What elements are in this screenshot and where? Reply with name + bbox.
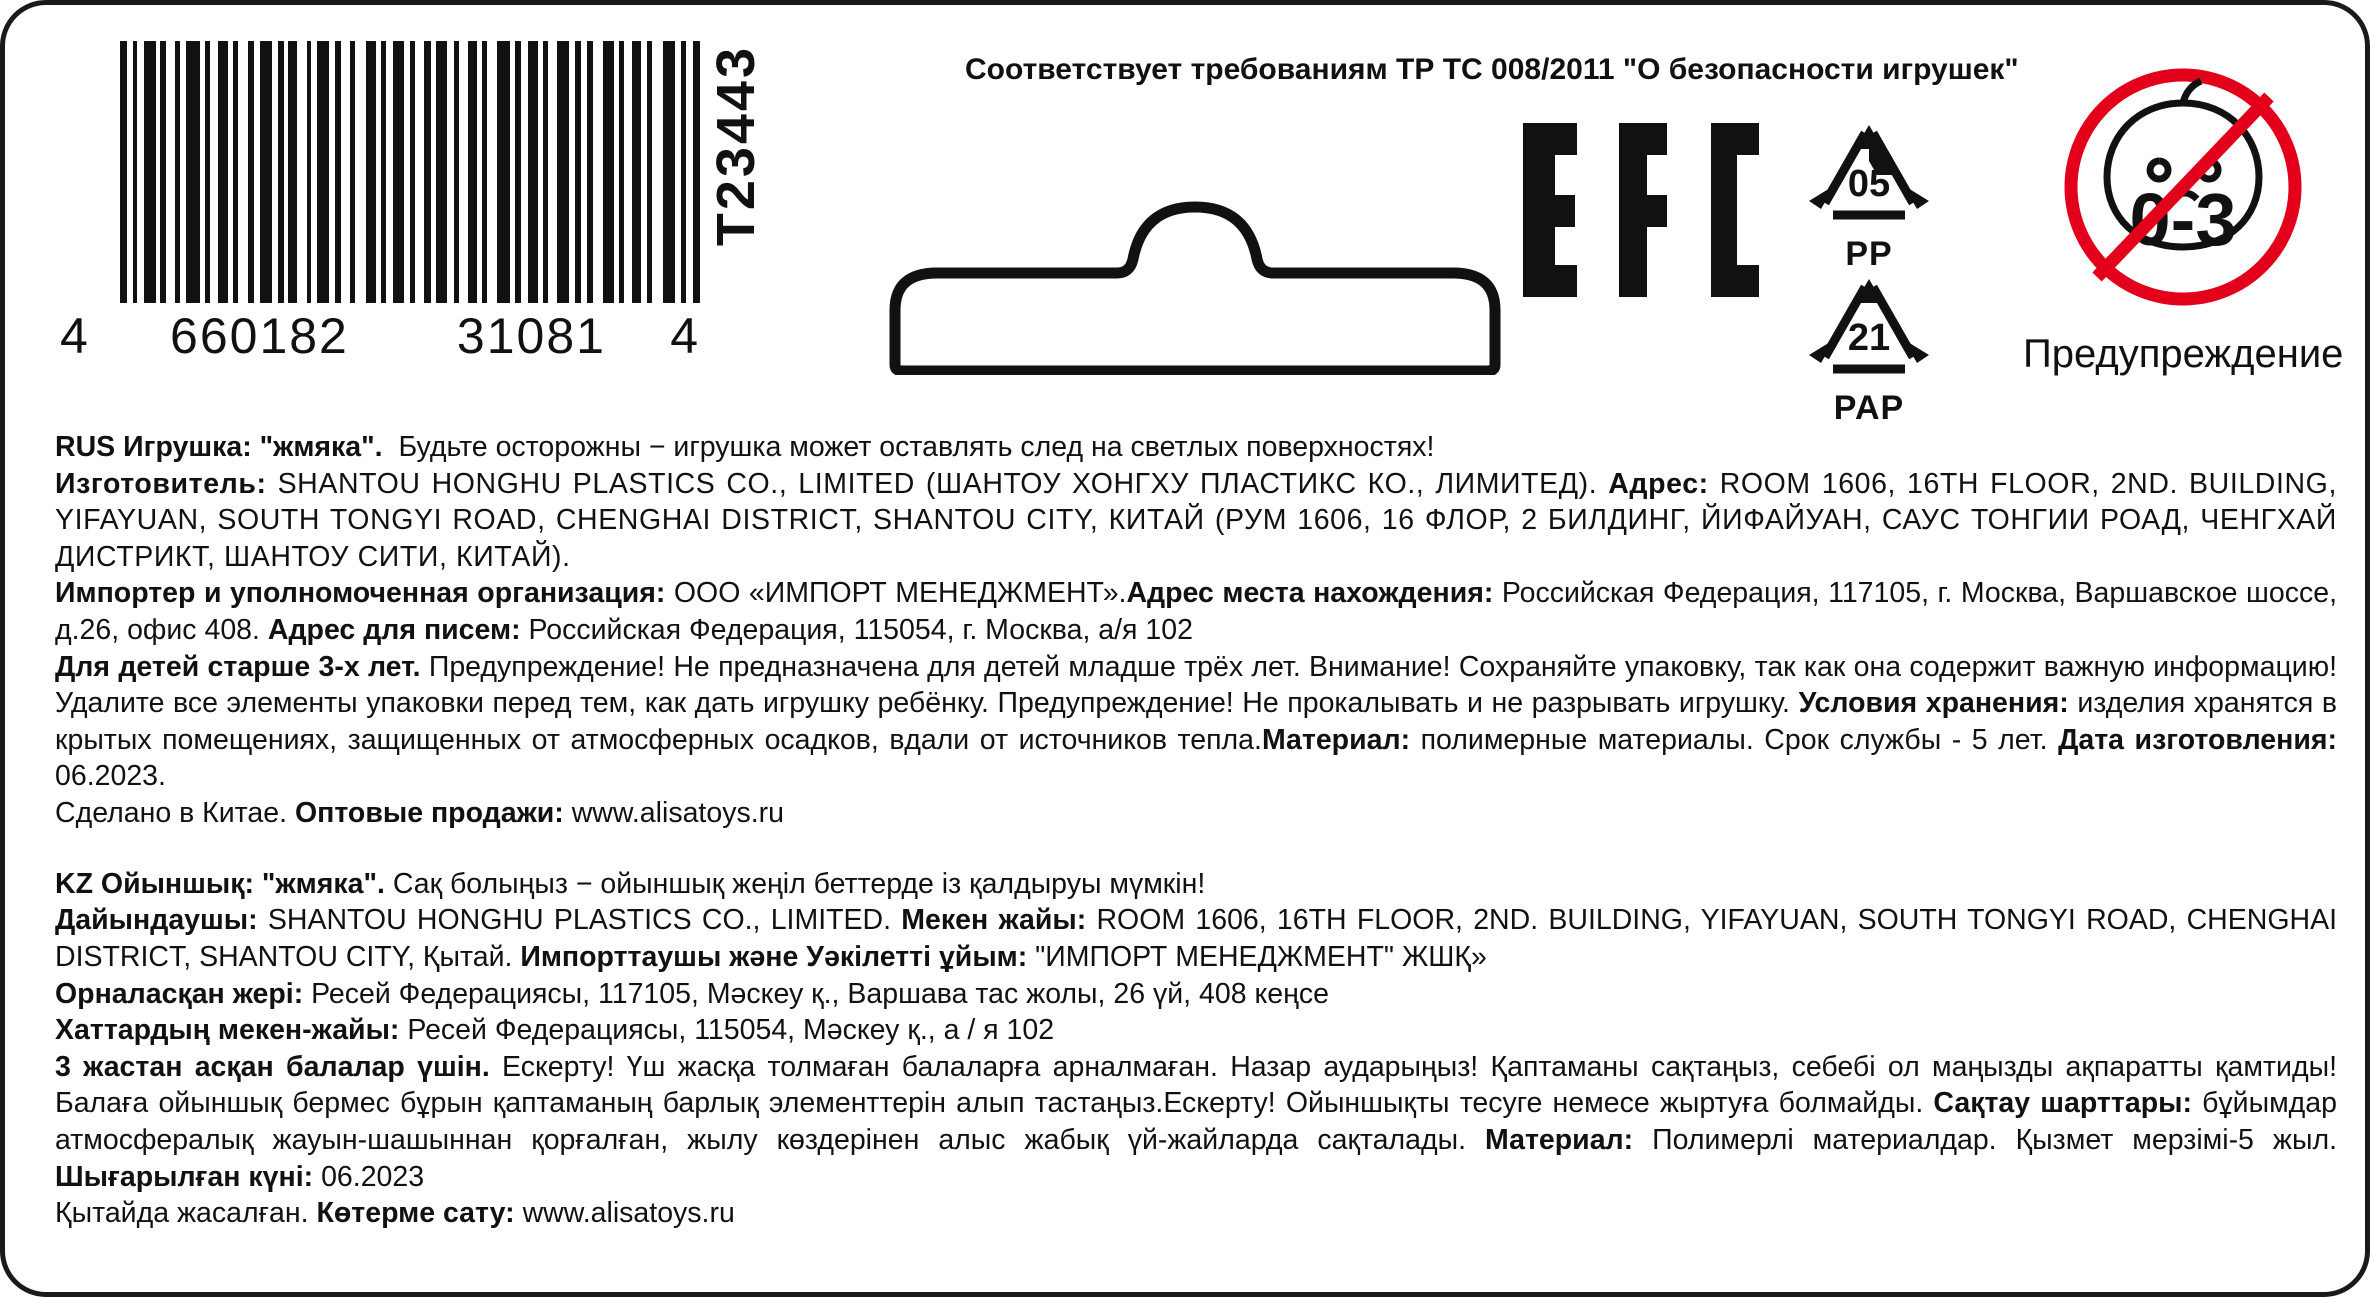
rus-wholesale-value: www.alisatoys.ru	[571, 797, 784, 830]
kz-mail	[55, 1012, 2337, 1049]
hanger-hole-icon	[885, 195, 1505, 380]
rus-address-value: ROOM 1606, 16TH FLOOR, 2ND. BUILDING, YIFAYUAN, SOUTH TONGYI ROAD, CHENGHAI DISTRICT, SHANTOU CITY, КИТАЙ (РУМ 1606, 16 ФЛОР, 2 БИЛДИНГ, ЙИФАЙУАН, САУС ТОНГИИ РОАД, ЧЕНГХАЙ ДИСТРИКТ, ШАНТОУ СИТИ, КИТАЙ).	[55, 467, 2337, 573]
kz-age-label: 3 жастан асқан балалар үшін.	[55, 1050, 490, 1083]
language-separator	[55, 832, 2337, 866]
age-restriction-icon	[2023, 65, 2343, 325]
kz-location-label: Орналасқан жері:	[55, 977, 304, 1010]
kz-location	[55, 976, 2337, 1013]
rus-mail-value: Российская Федерация, 115054, г. Москва, а/я 102	[528, 614, 1193, 647]
rus-location-value: Российская Федерация, 117105, г. Москва, Варшавское шоссе, д.26, офис 408.	[55, 577, 2338, 647]
kz-location-value: Ресей Федерациясы, 117105, Мәскеу қ., Варшава тас жолы, 26 үй, 408 кеңсе	[311, 977, 1329, 1010]
recycle-abbr-pap: PAP	[1833, 389, 1905, 427]
rus-mfg-date-label: Дата изготовления:	[2058, 723, 2338, 756]
kz-storage-value: бұйымдар атмосфералық жауын-шашыннан қорғалған, жылу көздерінен алыс жабық үй-жайларда сақталады.	[55, 1087, 2338, 1156]
kz-mfg-date-label: Шығарылған күні:	[55, 1160, 314, 1193]
rus-age-text: Предупреждение! Не предназначена для детей младше трёх лет. Внимание! Сохраняйте упаковку, так как она содержит важную информацию! Удалите все элементы упаковки перед тем, как дать игрушку ребёнку. Предупреждение! Не прокалывать и не разрывать игрушку.	[55, 650, 2337, 720]
kz-storage-label: Сақтау шарттары:	[1933, 1087, 2192, 1120]
barcode-digits-left: 660182	[170, 308, 349, 364]
label-body-text	[55, 429, 2337, 1232]
rus-title-prefix: RUS Игрушка: "жмяка".	[55, 431, 383, 463]
kz-footer	[55, 1195, 2337, 1232]
rus-age-label: Для детей старше 3-х лет.	[55, 650, 421, 683]
kz-title-rest: Сақ болыңыз − ойыншық жеңіл беттерде із қалдыруы мүмкін!	[392, 867, 1206, 900]
kz-manufacturer	[55, 902, 2337, 975]
kz-manufacturer-value: SHANTOU HONGHU PLASTICS CO., LIMITED.	[267, 904, 892, 937]
recycle-code-pp: 05	[1847, 163, 1891, 205]
age-restriction-text: 0-3	[2129, 178, 2237, 261]
kz-title-prefix: KZ Ойыншық: "жмяка".	[55, 867, 385, 900]
kz-age-text: Ескерту! Үш жасқа толмаған балаларға арналмаған. Назар аударыңыз! Қаптаманы сақтаңыз, себебі ол маңызды ақпаратты қамтиды! Балаға ойыншық бермес бұрын қаптаманың барлық элементтерін алып тастаңыз.Ескерту! Ойыншықты тесуге немесе жыртуға болмайды.	[55, 1050, 2337, 1120]
barcode-digit-group	[116, 307, 660, 365]
kz-mfg-date-value: 06.2023	[321, 1160, 425, 1193]
kz-block	[55, 866, 2337, 1232]
rus-storage-value: изделия хранятся в крытых помещениях, защищенных от атмосферных осадков, вдали от источников тепла.	[55, 687, 2338, 756]
rus-wholesale-label: Оптовые продажи:	[294, 797, 564, 830]
rus-block	[55, 429, 2337, 832]
kz-address-value: ROOM 1606, 16TH FLOOR, 2ND. BUILDING, YIFAYUAN, SOUTH TONGYI ROAD, CHENGHAI DISTRICT, SHANTOU CITY, Қытай.	[55, 904, 2338, 973]
rus-material-value: полимерные материалы. Срок службы - 5 лет.	[1420, 723, 2048, 756]
rus-storage-label: Условия хранения:	[1798, 687, 2069, 720]
kz-mail-label: Хаттардың мекен-жайы:	[55, 1014, 400, 1047]
recycle-mark-pp	[1785, 123, 1953, 275]
rus-warnings	[55, 649, 2337, 795]
age-warning-caption: Предупреждение	[2023, 332, 2344, 376]
kz-manufacturer-label: Дайындаушы:	[55, 904, 258, 937]
rus-manufacturer-value: SHANTOU HONGHU PLASTICS CO., LIMITED (ШАНТОУ ХОНГХУ ПЛАСТИКС КО., ЛИМИТЕД).	[277, 467, 1598, 500]
kz-importer-label: Импорттаушы және Уәкілетті ұйым:	[520, 940, 1028, 973]
rus-importer-value: ООО «ИМПОРТ МЕНЕДЖМЕНТ».	[673, 577, 1127, 610]
rus-importer	[55, 575, 2337, 648]
rus-importer-label: Импортер и уполномоченная организация:	[55, 577, 666, 610]
rus-made-in: Сделано в Китае.	[55, 797, 288, 830]
label-header	[5, 5, 2365, 425]
kz-title-line	[55, 866, 2337, 903]
rus-material-label: Материал:	[1261, 723, 1411, 756]
rus-mfg-date-value: 06.2023.	[55, 760, 166, 793]
rus-title-rest: Будьте осторожны − игрушка может оставлять след на светлых поверхностях!	[398, 431, 1435, 463]
recycle-abbr-pp: PP	[1845, 235, 1893, 273]
kz-warnings	[55, 1049, 2337, 1195]
recycling-marks	[1785, 123, 1953, 431]
eac-mark-icon	[1515, 115, 1765, 310]
barcode-bars	[120, 41, 700, 303]
rus-address-label: Адрес:	[1608, 467, 1709, 500]
article-code: T23443	[706, 45, 766, 247]
kz-material-label: Материал:	[1485, 1123, 1634, 1156]
kz-wholesale-value: www.alisatoys.ru	[522, 1197, 735, 1230]
kz-address-label: Мекен жайы:	[901, 904, 1087, 937]
recycle-code-pap: 21	[1847, 317, 1891, 359]
conformity-statement: Соответствует требованиям ТР ТС 008/2011 "О безопасности игрушек"	[965, 53, 2019, 86]
kz-mail-value: Ресей Федерациясы, 115054, Мәскеу қ., а / я 102	[407, 1014, 1055, 1047]
recycle-mark-pap	[1785, 277, 1953, 429]
rus-footer	[55, 795, 2337, 832]
barcode-digits-right: 31081	[456, 308, 606, 364]
kz-importer-value: "ИМПОРТ МЕНЕДЖМЕНТ" ЖШҚ»	[1035, 940, 1487, 973]
barcode-digit-first: 4	[60, 308, 90, 364]
rus-mail-label: Адрес для писем:	[267, 614, 521, 647]
age-warning	[2023, 65, 2343, 377]
rus-manufacturer	[55, 466, 2337, 576]
kz-wholesale-label: Көтерме сату:	[316, 1197, 515, 1230]
rus-title-line	[55, 429, 2337, 466]
barcode-digit-last: 4	[670, 308, 700, 364]
barcode-digits	[60, 307, 700, 365]
rus-location-label: Адрес места нахождения:	[1126, 577, 1494, 610]
rus-manufacturer-label: Изготовитель:	[55, 467, 267, 500]
barcode	[60, 41, 700, 365]
kz-material-value: Полимерлі материалдар. Қызмет мерзімі-5 жыл.	[1652, 1123, 2338, 1156]
kz-made-in: Қытайда жасалған.	[55, 1197, 309, 1230]
